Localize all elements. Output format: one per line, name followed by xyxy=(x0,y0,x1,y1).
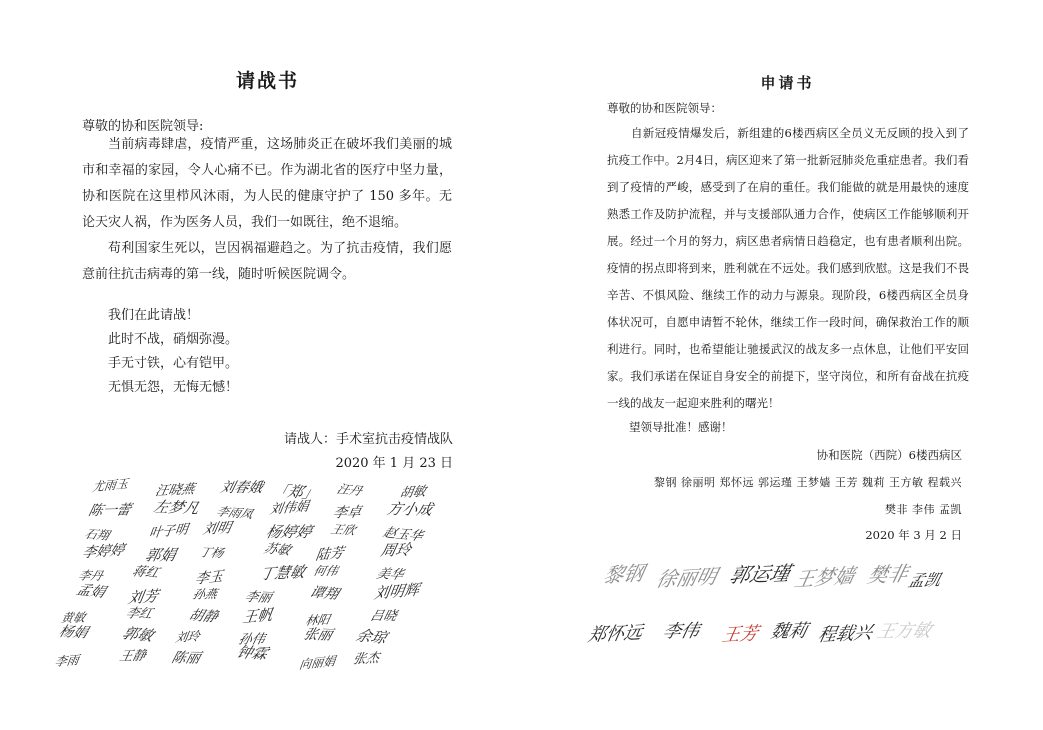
petition-title: 请战书 xyxy=(235,70,299,92)
signature-1: 尤雨玉 xyxy=(91,476,130,495)
application-signature-bottom-4: 魏莉 xyxy=(768,620,810,643)
signature-16: 杨婷婷 xyxy=(264,523,314,541)
signature-13: 石翔 xyxy=(82,527,112,543)
application-signature-bottom-6: 王方敏 xyxy=(874,620,934,643)
signature-14: 叶子明 xyxy=(148,522,189,542)
signature-2: 汪晓燕 xyxy=(153,482,196,500)
poem-line-4: 无惧无怨，无悔无憾！ xyxy=(108,380,239,395)
signature-10: 刘伟娟 xyxy=(268,499,310,518)
application-signature-bottom-2: 李伟 xyxy=(660,620,702,643)
application-date: 2020 年 3 月 2 日 xyxy=(865,528,962,542)
signature-29: 何伟 xyxy=(312,564,340,578)
signature-7: 陈一蕾 xyxy=(86,502,133,520)
poem-line-1: 我们在此请战！ xyxy=(108,308,200,323)
signature-30: 美华 xyxy=(374,567,406,583)
signature-49: 李雨 xyxy=(53,652,80,670)
petition-poem xyxy=(108,304,238,400)
petition-paragraph-2: 苟利国家生死以，岂因祸福避趋之。为了抗击疫情，我们愿意前往抗击病毒的第一线，随时听候医院调令。 xyxy=(82,241,452,282)
signature-15: 刘明 xyxy=(201,520,233,538)
signature-22: 苏敏 xyxy=(261,541,293,559)
signature-44: 郭敏 xyxy=(119,624,157,645)
signature-50: 王静 xyxy=(118,648,148,665)
signature-19: 李婷婷 xyxy=(80,542,126,562)
signature-28: 丁慧敏 xyxy=(258,563,307,584)
application-signature-bottom-5: 程载兴 xyxy=(816,622,875,647)
signature-8: 左梦凡 xyxy=(151,498,202,518)
petition-body xyxy=(82,132,452,288)
signature-5: 汪丹 xyxy=(335,482,364,498)
signature-11: 李卓 xyxy=(331,504,363,522)
application-signature-top-5: 樊非 xyxy=(865,561,911,588)
signature-36: 刘明辉 xyxy=(373,580,421,603)
signature-40: 王帆 xyxy=(241,605,274,627)
application-signature-top-4: 王梦嫱 xyxy=(792,563,858,592)
signature-33: 孙燕 xyxy=(191,587,219,602)
petition-salutation: 尊敬的协和医院领导: xyxy=(82,119,204,134)
poem-line-2: 此时不战，硝烟弥漫。 xyxy=(108,332,239,347)
signature-23: 陆芳 xyxy=(314,545,345,564)
application-paragraph-1: 自新冠疫情爆发后，新组建的6楼西病区全员义无反顾的投入到了抗疫工作中。2月4日，病区迎来了第一批新冠肺炎危重症患者。我们看到了疫情的严峻，感受到了在肩的重任。我们能做的就是用最快的速度熟悉工作及防护流程，并与支援部队通力合作，使病区工作能够顺利开展。经过一个月的努力，病区患者病情日趋稳定，也有患者顺利出院。疫情的拐点即将到来，胜利就在不远处。我们感到欣慰。这是我们不畏辛苦、不惧风险、继续工作的动力与源泉。现阶段，6楼西病区全员身体状况可，自愿申请暂不轮休，继续工作一段时间，确保救治工作的顺利进行。同时，也希望能让驰援武汉的战友多一点休息，让他们平安回家。我们承诺在保证自身安全的前提下，坚守岗位，和所有奋战在抗疫一线的战友一起迎来胜利的曙光！ xyxy=(607,126,969,410)
signature-38: 李红 xyxy=(124,606,154,622)
signature-20: 郭娟 xyxy=(143,545,178,565)
application-signature-top-1: 黎钢 xyxy=(601,560,647,588)
signature-24: 周玲 xyxy=(378,540,413,560)
signature-42: 吕晓 xyxy=(368,609,399,624)
signature-52: 钟霖 xyxy=(234,643,271,663)
petition-paragraph-1: 当前病毒肆虐，疫情严重，这场肺炎正在破坏我们美丽的城市和幸福的家园，令人心痛不已。作为湖北省的医疗中坚力量，协和医院在这里栉风沐雨，为人民的健康守护了 150 多年。无论天灾人祸，作为医务人员，我们一如既往，绝不退缩。 xyxy=(82,137,452,230)
signature-48: 余琼 xyxy=(353,626,390,647)
application-signatures xyxy=(586,552,969,652)
application-names-line-2: 樊非 李伟 孟凯 xyxy=(885,503,962,516)
signature-3: 刘春娥 xyxy=(218,480,265,496)
application-closing: 望领导批准！感谢！ xyxy=(629,420,733,434)
signature-25: 李丹 xyxy=(76,568,105,583)
signature-47: 张丽 xyxy=(301,626,334,644)
handwritten-signatures xyxy=(53,476,454,674)
signature-6: 胡敏 xyxy=(398,484,428,502)
application-organization: 协和医院（西院）6楼西病区 xyxy=(816,448,962,462)
signature-46: 孙伟 xyxy=(236,632,267,648)
signature-53: 向丽娟 xyxy=(298,654,337,672)
signature-43: 杨娟 xyxy=(56,624,90,642)
application-signature-top-6: 孟凯 xyxy=(906,570,943,591)
application-title: 申请书 xyxy=(760,74,815,92)
application-signature-bottom-1: 郑怀远 xyxy=(586,622,645,647)
signature-17: 王欣 xyxy=(329,522,358,538)
application-salutation: 尊敬的协和医院领导： xyxy=(607,101,722,115)
signature-12: 方小成 xyxy=(384,500,435,519)
application-signature-top-3: 郭运瑾 xyxy=(727,561,794,588)
application-names-line-1: 黎钢 徐丽明 郑怀远 郭运瑾 王梦嫱 王芳 魏莉 王方敏 程载兴 xyxy=(654,476,962,489)
signature-54: 张杰 xyxy=(351,651,381,668)
application-signature-top-2: 徐丽明 xyxy=(654,564,720,592)
signature-37: 黄敏 xyxy=(59,610,87,626)
signature-32: 刘芳 xyxy=(126,587,160,608)
signature-51: 陈丽 xyxy=(169,650,203,667)
application-body xyxy=(607,120,969,417)
signature-35: 谭翔 xyxy=(307,584,341,603)
signature-27: 李玉 xyxy=(193,568,224,588)
signature-4: 「郑」 xyxy=(270,482,321,503)
signature-21: 丁杨 xyxy=(197,545,226,561)
signature-34: 李丽 xyxy=(242,590,274,606)
signature-26: 蒋红 xyxy=(130,564,161,581)
signature-41: 林阳 xyxy=(304,612,331,628)
application-signature-bottom-3: 王芳 xyxy=(720,623,761,647)
signature-9: 李雨凤 xyxy=(214,504,256,522)
signature-18: 赵玉华 xyxy=(380,525,425,545)
signature-31: 孟娟 xyxy=(74,582,108,601)
poem-line-3: 手无寸铁，心有铠甲。 xyxy=(108,356,239,371)
petition-date: 2020 年 1 月 23 日 xyxy=(335,456,453,471)
signature-39: 胡静 xyxy=(186,607,220,626)
petitioner-line: 请战人：手术室抗击疫情战队 xyxy=(283,432,453,447)
signature-45: 刘玲 xyxy=(174,629,201,645)
